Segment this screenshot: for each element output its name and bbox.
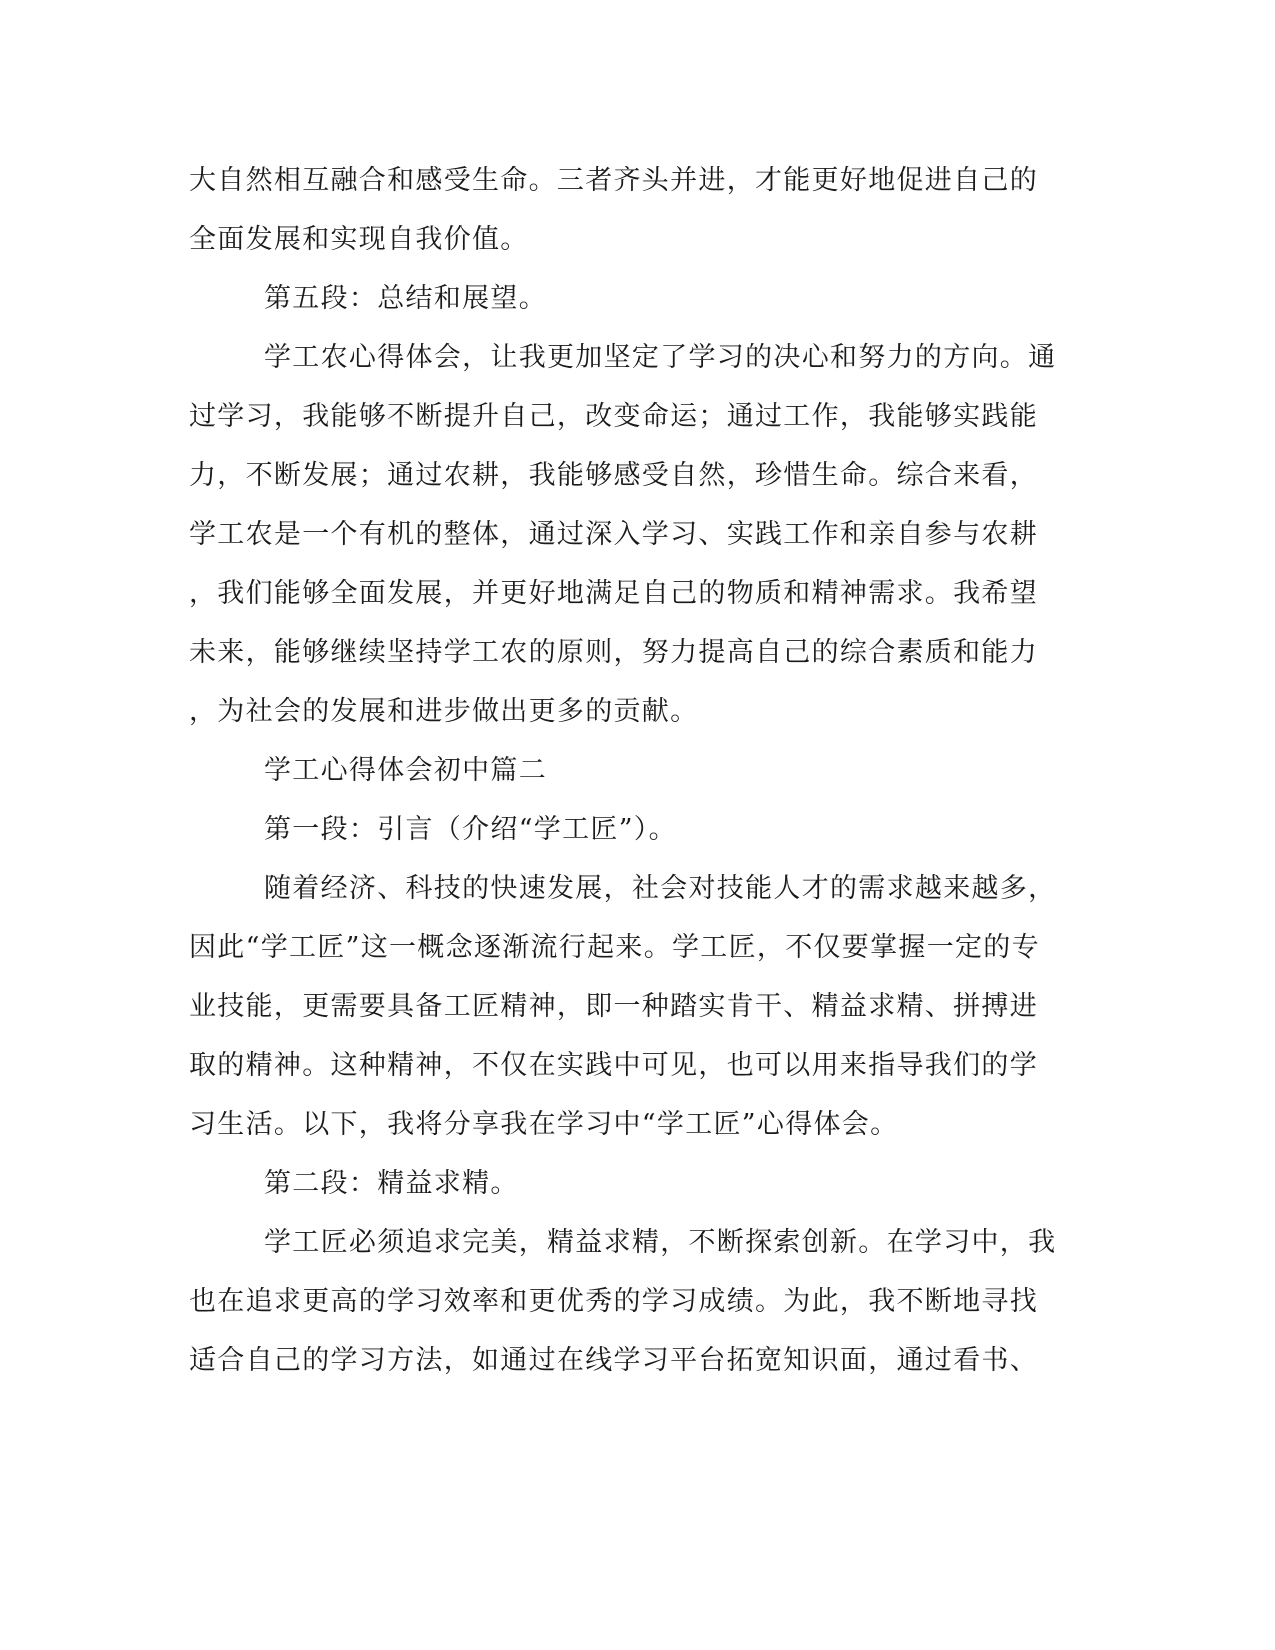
section-heading: 第二段：精益求精。 bbox=[264, 1168, 519, 1199]
text-line: 全面发展和实现自我价值。 bbox=[189, 224, 529, 255]
text-line: 适合自己的学习方法，如通过在线学习平台拓宽知识面，通过看书、 bbox=[189, 1345, 1038, 1376]
text-line: 随着经济、科技的快速发展，社会对技能人才的需求越来越多， bbox=[264, 873, 1057, 904]
text-line: 过学习，我能够不断提升自己，改变命运；通过工作，我能够实践能 bbox=[189, 401, 1038, 432]
text-line: 学工农心得体会，让我更加坚定了学习的决心和努力的方向。通 bbox=[264, 342, 1057, 373]
text-line: 习生活。以下，我将分享我在学习中“学工匠”心得体会。 bbox=[189, 1109, 899, 1140]
text-line: 大自然相互融合和感受生命。三者齐头并进，才能更好地促进自己的 bbox=[189, 165, 1038, 196]
text-line: 力，不断发展；通过农耕，我能够感受自然，珍惜生命。综合来看， bbox=[189, 460, 1038, 491]
text-line: 未来，能够继续坚持学工农的原则，努力提高自己的综合素质和能力 bbox=[189, 637, 1038, 668]
section-heading: 第一段：引言（介绍“学工匠”）。 bbox=[264, 814, 677, 845]
section-heading: 第五段：总结和展望。 bbox=[264, 283, 547, 314]
text-line: 学工匠必须追求完美，精益求精，不断探索创新。在学习中，我 bbox=[264, 1227, 1057, 1258]
text-line: 学工农是一个有机的整体，通过深入学习、实践工作和亲自参与农耕 bbox=[189, 519, 1038, 550]
text-line: 因此“学工匠”这一概念逐渐流行起来。学工匠，不仅要掌握一定的专 bbox=[189, 932, 1040, 963]
text-line: ，我们能够全面发展，并更好地满足自己的物质和精神需求。我希望 bbox=[189, 578, 1038, 609]
text-line: 也在追求更高的学习效率和更优秀的学习成绩。为此，我不断地寻找 bbox=[189, 1286, 1038, 1317]
text-line: 取的精神。这种精神，不仅在实践中可见，也可以用来指导我们的学 bbox=[189, 1050, 1038, 1081]
text-line: 业技能，更需要具备工匠精神，即一种踏实肯干、精益求精、拼搏进 bbox=[189, 991, 1038, 1022]
text-line: ，为社会的发展和进步做出更多的贡献。 bbox=[189, 696, 699, 727]
article-title: 学工心得体会初中篇二 bbox=[264, 755, 547, 786]
